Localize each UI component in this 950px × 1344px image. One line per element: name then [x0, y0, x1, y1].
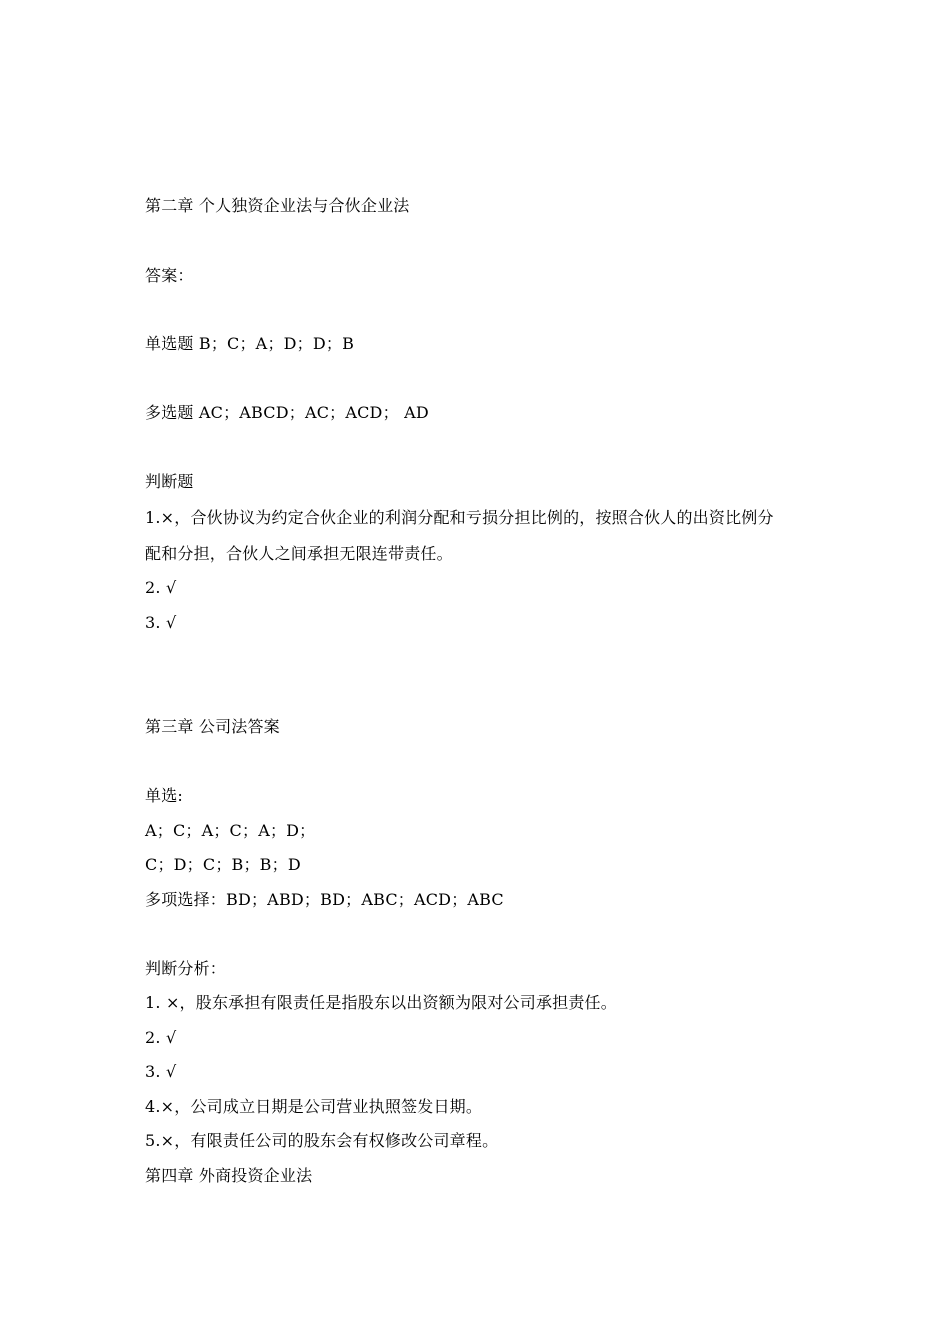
chapter-3-single-line-2: C；D；C；B；B；D: [145, 855, 301, 874]
chapter-3-multi-choice-answers: 多项选择：BD；ABD；BD；ABC；ACD；ABC: [145, 890, 504, 909]
chapter-2-judgement-1-line-2: 配和分担，合伙人之间承担无限连带责任。: [145, 544, 453, 563]
chapter-3-judgement-2: 2. √: [145, 1028, 177, 1047]
chapter-4-title: 第四章 外商投资企业法: [145, 1166, 313, 1185]
chapter-3-judgement-4: 4.×，公司成立日期是公司营业执照签发日期。: [145, 1097, 483, 1116]
chapter-2-judgement-2: 2. √: [145, 578, 177, 597]
chapter-2-title: 第二章 个人独资企业法与合伙企业法: [145, 196, 410, 215]
chapter-2-answers-label: 答案：: [145, 266, 194, 285]
chapter-3-single-line-1: A；C；A；C；A；D；: [145, 821, 316, 840]
chapter-2-single-choice-answers: 单选题 B；C；A；D；D；B: [145, 334, 355, 353]
chapter-3-judgement-3: 3. √: [145, 1062, 177, 1081]
chapter-3-title: 第三章 公司法答案: [145, 717, 280, 736]
chapter-3-judgement-label: 判断分析：: [145, 959, 227, 978]
chapter-2-multi-choice-answers: 多选题 AC；ABCD；AC；ACD； AD: [145, 403, 429, 422]
chapter-3-judgement-5: 5.×，有限责任公司的股东会有权修改公司章程。: [145, 1131, 499, 1150]
chapter-3-single-label: 单选:: [145, 786, 183, 805]
chapter-3-judgement-1: 1. ×，股东承担有限责任是指股东以出资额为限对公司承担责任。: [145, 993, 617, 1012]
chapter-2-judgement-label: 判断题: [145, 472, 194, 491]
chapter-2-judgement-3: 3. √: [145, 613, 177, 632]
chapter-2-judgement-1-line-1: 1.×，合伙协议为约定合伙企业的利润分配和亏损分担比例的，按照合伙人的出资比例分: [145, 508, 774, 527]
